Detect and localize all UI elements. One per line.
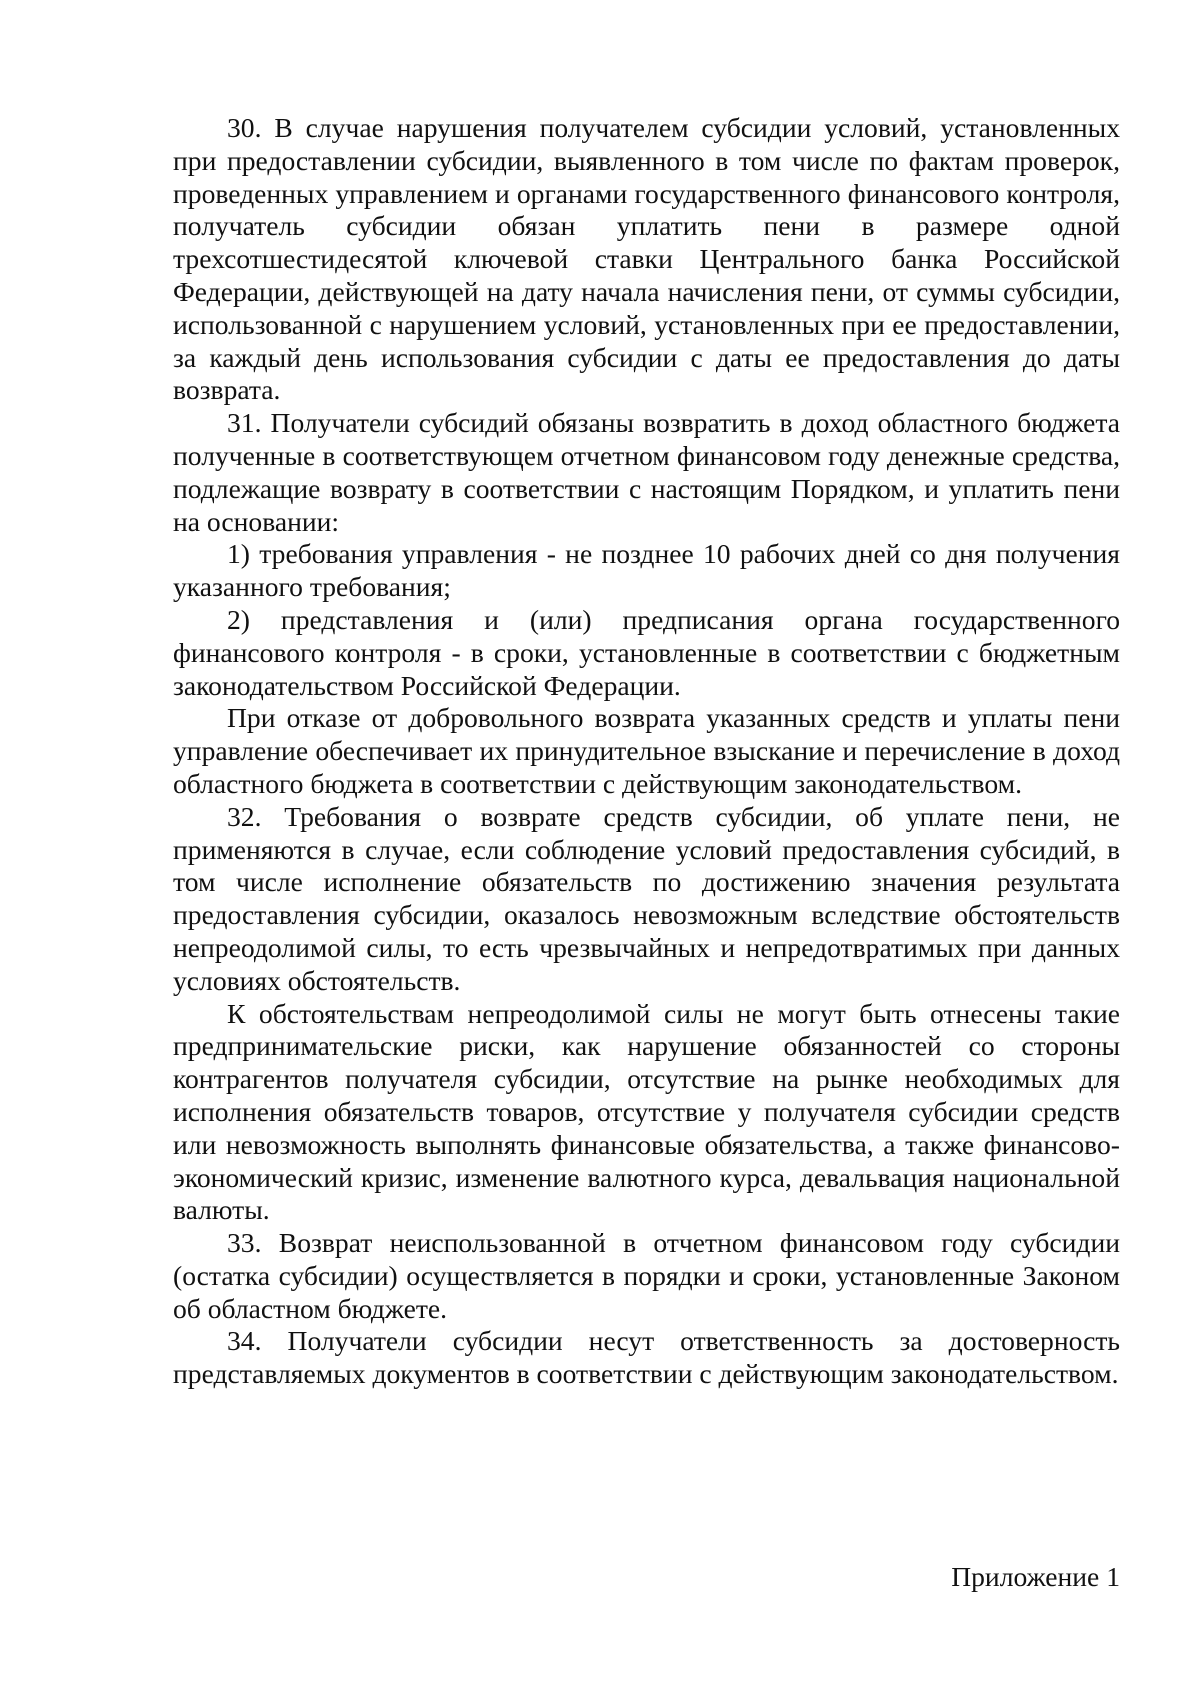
paragraph-31-item-1: 1) требования управления - не позднее 10 рабочих дней со дня получения указанного требования; bbox=[173, 538, 1120, 603]
paragraph-33: 33. Возврат неиспользованной в отчетном финансовом году субсидии (остатка субсидии) осуществляется в порядки и сроки, установленные Законом об областном бюджете. bbox=[173, 1227, 1120, 1324]
paragraph-force-majeure: К обстоятельствам непреодолимой силы не могут быть отнесены такие предпринимательские риски, как нарушение обязанностей со стороны контрагентов получателя субсидии, отсутствие на рынке необходимых для исполнения обязательств товаров, отсутствие у получателя субсидии средств или невозможность выполнять финансовые обязательства, а также финансово-экономический кризис, изменение валютного курса, девальвация национальной валюты. bbox=[173, 997, 1120, 1226]
paragraph-31: 31. Получатели субсидий обязаны возвратить в доход областного бюджета полученные в соответствующем отчетном финансовом году денежные средства, подлежащие возврату в соответствии с настоящим Порядком, и уплатить пени на основании: bbox=[173, 407, 1120, 537]
paragraph-refusal: При отказе от добровольного возврата указанных средств и уплаты пени управление обеспечивает их принудительное взыскание и перечисление в доход областного бюджета в соответствии с действующим законодательством. bbox=[173, 702, 1120, 799]
paragraph-34: 34. Получатели субсидии несут ответственность за достоверность представляемых документов в соответствии с действующим законодательством. bbox=[173, 1325, 1120, 1390]
paragraph-30: 30. В случае нарушения получателем субсидии условий, установленных при предоставлении субсидии, выявленного в том числе по фактам проверок, проведенных управлением и органами государственного финансового контроля, получатель субсидии обязан уплатить пени в размере одной трехсотшестидесятой ключевой ставки Центрального банка Российской Федерации, действующей на дату начала начисления пени, от суммы субсидии, использованной с нарушением условий, установленных при ее предоставлении, за каждый день использования субсидии с даты ее предоставления до даты возврата. bbox=[173, 112, 1120, 406]
paragraph-31-item-2: 2) представления и (или) предписания органа государственного финансового контроля - в сроки, установленные в соответствии с бюджетным законодательством Российской Федерации. bbox=[173, 603, 1120, 701]
appendix-label: Приложение 1 bbox=[951, 1561, 1120, 1592]
document-body bbox=[173, 112, 1120, 1391]
paragraph-32: 32. Требования о возврате средств субсидии, об уплате пени, не применяются в случае, если соблюдение условий предоставления субсидий, в том числе исполнение обязательств по достижению значения результата предоставления субсидии, оказалось невозможным вследствие обстоятельств непреодолимой силы, то есть чрезвычайных и непредотвратимых при данных условиях обстоятельств. bbox=[173, 800, 1120, 996]
